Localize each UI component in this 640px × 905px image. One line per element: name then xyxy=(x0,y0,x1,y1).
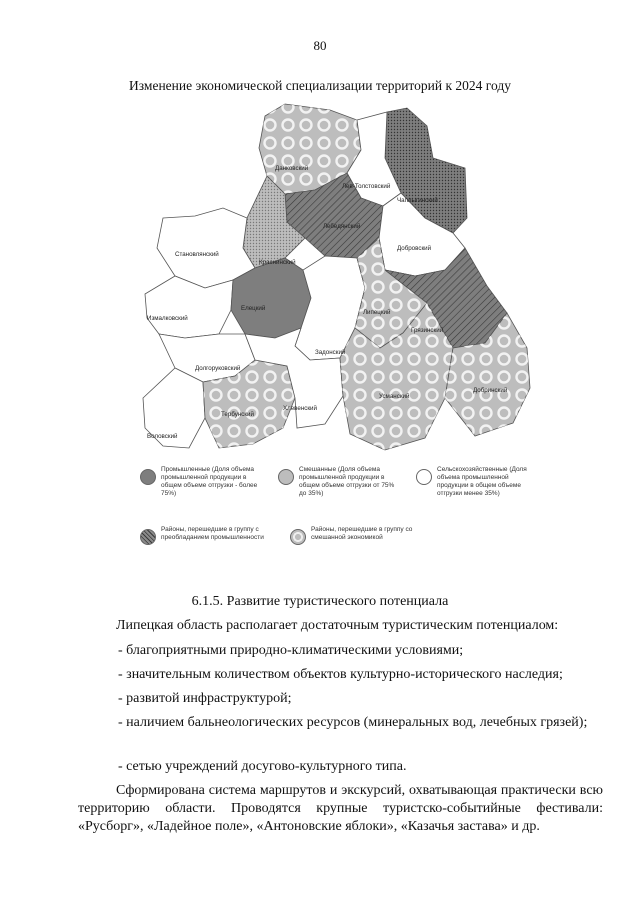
label-stanovlyansky: Становлянский xyxy=(175,251,219,258)
label-dobrinsky: Добринский xyxy=(473,387,508,394)
label-lebedyansky: Лебедянский xyxy=(323,223,361,230)
label-dolgorukovsky: Долгоруковский xyxy=(195,365,241,372)
legend-swatch-to-mixed xyxy=(290,529,306,545)
label-dobrovsky: Добровский xyxy=(397,245,432,252)
label-volovsky: Воловский xyxy=(147,433,178,440)
label-gryazinsky: Грязинский xyxy=(411,327,444,334)
label-izmalkovsky: Измалковский xyxy=(147,315,188,322)
label-dankovsky: Данковский xyxy=(275,165,309,172)
legend-text-mixed: Смешанные (Доля объема промышленной продукции в общем объеме отгрузки от 75% до 35%) xyxy=(299,466,395,498)
bullet-item: - наличием бальнеологических ресурсов (минеральных вод, лечебных грязей); xyxy=(118,715,588,730)
label-lipetsky: Липецкий xyxy=(363,309,391,316)
label-lev-tolstovsky: Лев-Толстовский xyxy=(342,183,391,190)
legend-to-industrial xyxy=(140,526,286,545)
legend-industrial xyxy=(140,466,261,499)
legend-text-to-mixed: Районы, перешедшие в группу со смешанной экономикой xyxy=(311,526,413,542)
legend-to-mixed xyxy=(290,526,436,545)
bullet-item: - значительным количеством объектов культурно-исторического наследия; xyxy=(118,667,563,682)
region-map xyxy=(135,98,535,458)
map-title: Изменение экономической специализации территорий к 2024 году xyxy=(129,78,511,93)
legend-swatch-agro xyxy=(416,469,432,485)
section-heading: 6.1.5. Развитие туристического потенциала xyxy=(191,594,449,609)
bullet-item: - сетью учреждений досугово-культурного типа. xyxy=(118,759,407,774)
legend-swatch-to-industrial xyxy=(140,529,156,545)
label-chaplyginsky: Чаплыгинский xyxy=(397,197,438,204)
label-krasninsky: Краснинский xyxy=(259,259,296,266)
legend-text-industrial: Промышленные (Доля объема промышленной продукции в общем объеме отгрузки - более 75%) xyxy=(161,466,258,498)
bullet-item: - развитой инфраструктурой; xyxy=(118,691,292,706)
map-legend xyxy=(140,466,540,556)
region-map-svg xyxy=(135,98,535,458)
label-terbunsky: Тербунский xyxy=(221,411,254,418)
legend-mixed xyxy=(278,466,399,499)
label-zadonsky: Задонский xyxy=(315,349,346,356)
legend-text-agro: Сельскохозяйственные (Доля объема промышленной продукции в общем объеме отгрузки менее 35%) xyxy=(437,466,527,498)
district-izmalkovsky xyxy=(145,276,233,338)
page-number: 80 xyxy=(313,38,327,53)
section-intro: Липецкая область располагает достаточным туристическим потенциалом: xyxy=(116,618,559,633)
label-khlevensky: Хлевенский xyxy=(283,405,317,412)
legend-text-to-industrial: Районы, перешедшие в группу с преобладанием промышленности xyxy=(161,526,264,542)
legend-swatch-industrial xyxy=(140,469,156,485)
legend-swatch-mixed xyxy=(278,469,294,485)
closing-paragraph: Сформирована система маршрутов и экскурсий, охватывающая практически всю территорию области. Проводятся крупные туристско-событийные фестивали: «Русборг», «Ладейное поле», «Антоновские яблоки», «Казачья застава» и др. xyxy=(78,783,603,834)
bullet-item: - благоприятными природно-климатическими условиями; xyxy=(118,643,464,658)
label-usmansky: Усманский xyxy=(379,393,410,400)
legend-agro xyxy=(416,466,537,499)
label-yeletsky: Елецкий xyxy=(241,305,266,312)
